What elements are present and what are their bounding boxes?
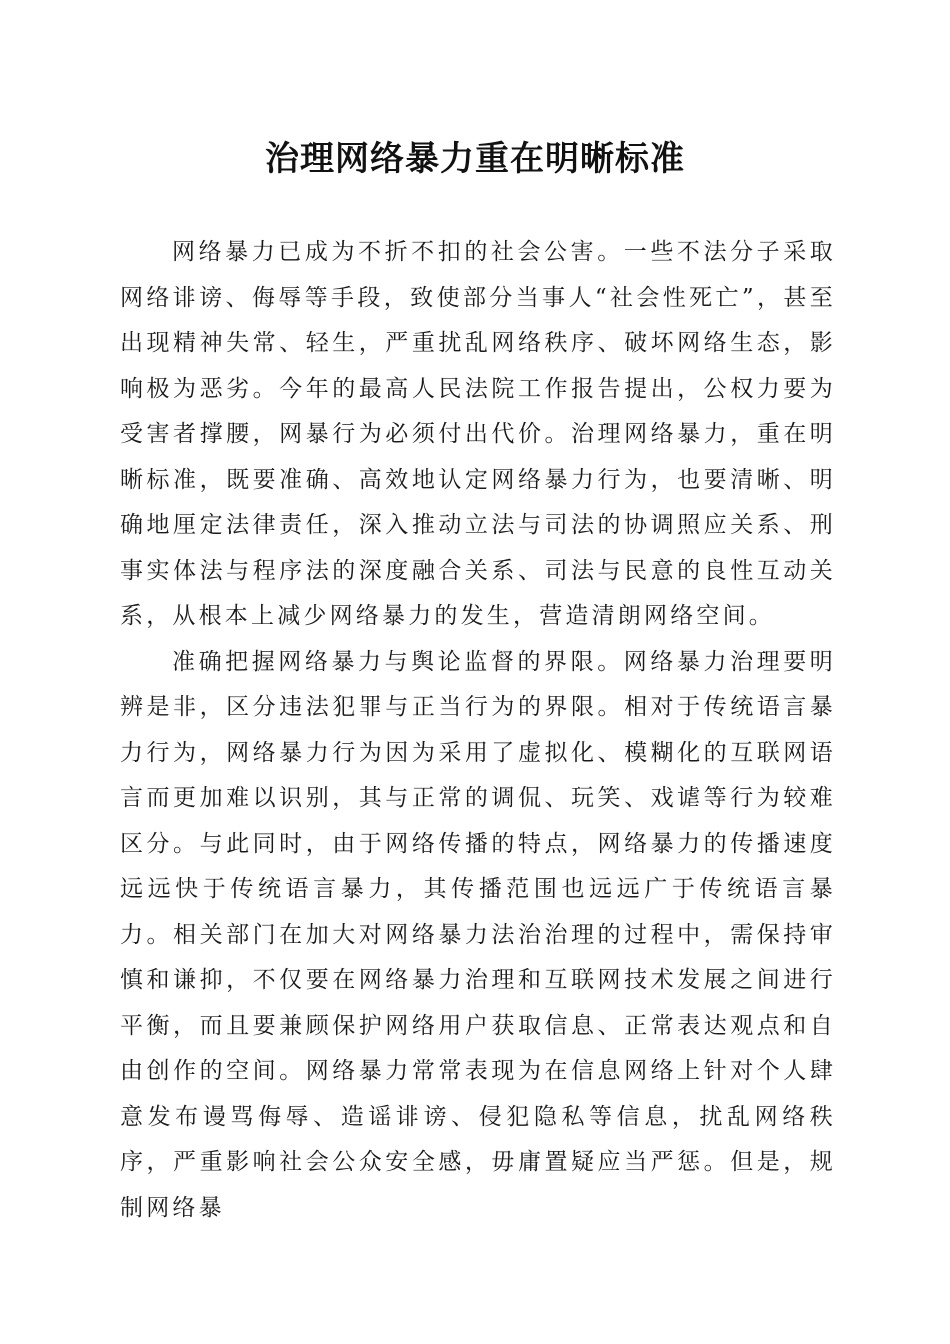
- paragraph-1: 网络暴力已成为不折不扣的社会公害。一些不法分子采取网络诽谤、侮辱等手段，致使部分当事人“社会性死亡”，甚至出现精神失常、轻生，严重扰乱网络秩序、破坏网络生态，影响极为恶劣。今年的最高人民法院工作报告提出，公权力要为受害者撑腰，网暴行为必须付出代价。治理网络暴力，重在明晰标准，既要准确、高效地认定网络暴力行为，也要清晰、明确地厘定法律责任，深入推动立法与司法的协调照应关系、刑事实体法与程序法的深度融合关系、司法与民意的良性互动关系，从根本上减少网络暴力的发生，营造清朗网络空间。: [120, 239, 836, 629]
- document-body: [120, 230, 836, 1231]
- page-title: 治理网络暴力重在明晰标准: [265, 139, 685, 179]
- paragraph-2: 准确把握网络暴力与舆论监督的界限。网络暴力治理要明辨是非，区分违法犯罪与正当行为的界限。相对于传统语言暴力行为，网络暴力行为因为采用了虚拟化、模糊化的互联网语言而更加难以识别，其与正常的调侃、玩笑、戏谑等行为较难区分。与此同时，由于网络传播的特点，网络暴力的传播速度远远快于传统语言暴力，其传播范围也远远广于传统语言暴力。相关部门在加大对网络暴力法治治理的过程中，需保持审慎和谦抑，不仅要在网络暴力治理和互联网技术发展之间进行平衡，而且要兼顾保护网络用户获取信息、正常表达观点和自由创作的空间。网络暴力常常表现为在信息网络上针对个人肆意发布谩骂侮辱、造谣诽谤、侵犯隐私等信息，扰乱网络秩序，严重影响社会公众安全感，毋庸置疑应当严惩。但是，规制网络暴: [120, 648, 836, 1221]
